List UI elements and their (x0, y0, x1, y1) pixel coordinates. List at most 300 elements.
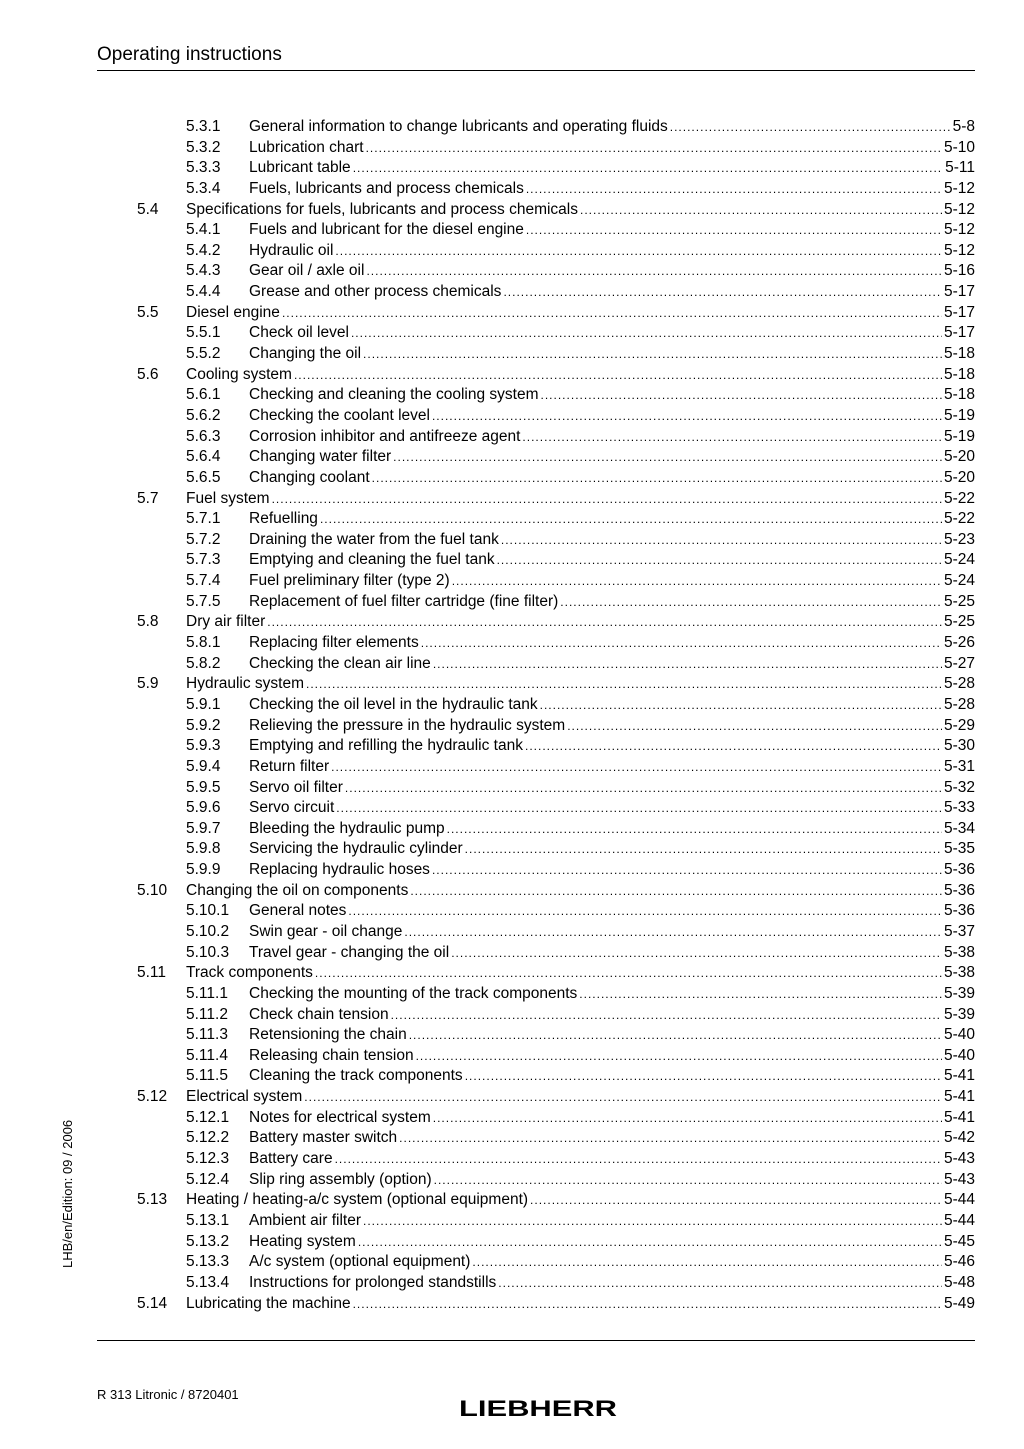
toc-entry-page: 5-17 (943, 283, 975, 301)
toc-entry-line (249, 282, 975, 303)
toc-entry-number: 5.6.2 (186, 406, 221, 424)
toc-entry-number: 5.11 (137, 964, 167, 982)
toc-entry-number: 5.11.1 (186, 984, 228, 1002)
toc-entry-number: 5.8 (137, 613, 159, 631)
toc-entry-page: 5-46 (943, 1253, 975, 1271)
toc-entry-page: 5-16 (943, 262, 975, 280)
toc-entry-number: 5.9.8 (186, 840, 221, 858)
toc-entry[interactable] (0, 282, 1024, 303)
toc-dot-leader (497, 550, 942, 571)
toc-entry[interactable] (0, 530, 1024, 551)
toc-entry[interactable] (0, 984, 1024, 1005)
toc-entry-title: Dry air filter (186, 613, 266, 631)
toc-entry-number: 5.5 (137, 303, 159, 321)
toc-dot-leader (670, 117, 951, 138)
toc-entry-line (249, 778, 975, 799)
toc-entry-page: 5-33 (943, 799, 975, 817)
toc-entry-page: 5-22 (943, 489, 975, 507)
toc-entry-number: 5.13.3 (186, 1253, 230, 1271)
toc-entry-title: Battery master switch (249, 1129, 398, 1147)
toc-entry-page: 5-39 (943, 1005, 975, 1023)
toc-entry-page: 5-39 (943, 984, 975, 1002)
toc-entry[interactable] (0, 1066, 1024, 1087)
toc-entry[interactable] (0, 200, 1024, 221)
toc-entry[interactable] (0, 860, 1024, 881)
toc-entry[interactable] (0, 385, 1024, 406)
toc-dot-leader (335, 1149, 942, 1170)
toc-entry-number: 5.5.1 (186, 324, 221, 342)
toc-entry-page: 5-30 (943, 737, 975, 755)
toc-entry-number: 5.10.3 (186, 943, 230, 961)
toc-entry-title: Heating / heating-a/c system (optional equipment) (186, 1191, 529, 1209)
toc-dot-leader (391, 1005, 942, 1026)
toc-entry-title: Corrosion inhibitor and antifreeze agent (249, 427, 521, 445)
toc-entry-number: 5.4.1 (186, 221, 221, 239)
toc-entry-title: Checking the clean air line (249, 654, 431, 672)
toc-entry-line (249, 1046, 975, 1067)
toc-entry[interactable] (0, 695, 1024, 716)
toc-entry-page: 5-43 (943, 1170, 975, 1188)
toc-dot-leader (336, 798, 942, 819)
toc-entry-title: Checking the oil level in the hydraulic tank (249, 695, 538, 713)
toc-entry-number: 5.3.1 (186, 118, 221, 135)
toc-entry-page: 5-48 (943, 1273, 975, 1291)
toc-entry[interactable] (0, 220, 1024, 241)
toc-entry-line (249, 550, 975, 571)
toc-entry-page: 5-8 (952, 118, 975, 135)
toc-entry-title: Fuels and lubricant for the diesel engine (249, 221, 524, 239)
toc-entry-line (249, 1066, 975, 1087)
toc-dot-leader (530, 1190, 942, 1211)
toc-dot-leader (358, 1232, 942, 1253)
toc-entry-line (249, 344, 975, 365)
toc-entry-title: Changing the oil on components (186, 881, 409, 899)
toc-dot-leader (320, 509, 942, 530)
toc-entry-title: Swin gear - oil change (249, 922, 403, 940)
toc-dot-leader (393, 447, 942, 468)
toc-entry-line (249, 530, 975, 551)
toc-entry[interactable] (0, 509, 1024, 530)
toc-entry[interactable] (0, 674, 1024, 695)
toc-entry-title: Changing water filter (249, 448, 392, 466)
toc-entry-line (249, 757, 975, 778)
toc-entry-title: Battery care (249, 1150, 333, 1168)
toc-dot-leader (525, 736, 942, 757)
toc-dot-leader (432, 860, 942, 881)
toc-dot-leader (363, 344, 942, 365)
toc-entry-page: 5-17 (943, 324, 975, 342)
toc-entry-title: Track components (186, 964, 313, 982)
toc-entry-page: 5-12 (943, 200, 975, 218)
toc-dot-leader (294, 365, 942, 386)
toc-entry-line (249, 654, 975, 675)
toc-entry[interactable] (0, 798, 1024, 819)
toc-entry[interactable] (0, 612, 1024, 633)
toc-entry-title: General notes (249, 902, 347, 920)
toc-dot-leader (306, 674, 942, 695)
toc-entry-page: 5-35 (943, 840, 975, 858)
toc-entry-page: 5-40 (943, 1046, 975, 1064)
liebherr-logo (458, 1397, 618, 1419)
toc-entry-number: 5.6.1 (186, 386, 221, 404)
toc-entry-number: 5.13.1 (186, 1211, 230, 1229)
toc-entry-title: Fuels, lubricants and process chemicals (249, 179, 524, 197)
toc-entry-number: 5.6.3 (186, 427, 221, 445)
toc-entry-page: 5-44 (943, 1211, 975, 1229)
toc-entry-title: Hydraulic system (186, 675, 304, 693)
toc-entry[interactable] (0, 1149, 1024, 1170)
toc-dot-leader (331, 757, 942, 778)
toc-entry-page: 5-19 (943, 427, 975, 445)
toc-dot-leader (363, 1211, 942, 1232)
toc-entry-title: Gear oil / axle oil (249, 262, 365, 280)
toc-entry-number: 5.8.1 (186, 634, 221, 652)
toc-dot-leader (503, 282, 942, 303)
toc-entry-line (249, 261, 975, 282)
toc-entry-page: 5-12 (943, 179, 975, 197)
toc-entry-number: 5.13.2 (186, 1232, 230, 1250)
toc-entry-line (186, 963, 975, 984)
toc-entry-page: 5-19 (943, 406, 975, 424)
toc-entry-line (249, 798, 975, 819)
toc-entry[interactable] (0, 1232, 1024, 1253)
toc-entry-title: Refuelling (249, 510, 318, 528)
toc-entry-title: Return filter (249, 757, 330, 775)
toc-dot-leader (498, 1273, 942, 1294)
toc-entry-title: Checking the mounting of the track components (249, 984, 578, 1002)
toc-entry[interactable] (0, 1252, 1024, 1273)
toc-entry-page: 5-38 (943, 943, 975, 961)
toc-entry-number: 5.9.7 (186, 819, 221, 837)
toc-entry-number: 5.10.2 (186, 922, 230, 940)
toc-entry[interactable] (0, 1273, 1024, 1294)
toc-entry-line (186, 1190, 975, 1211)
toc-dot-leader (433, 1108, 942, 1129)
toc-entry-page: 5-12 (943, 221, 975, 239)
toc-entry-title: Checking and cleaning the cooling system (249, 386, 539, 404)
toc-entry-line (249, 1108, 975, 1129)
toc-entry-number: 5.7.4 (186, 572, 221, 590)
toc-entry-page: 5-38 (943, 964, 975, 982)
toc-dot-leader (404, 922, 942, 943)
toc-entry-line (249, 633, 975, 654)
toc-entry-title: Check oil level (249, 324, 349, 342)
toc-entry-line (249, 571, 975, 592)
toc-entry[interactable] (0, 654, 1024, 675)
toc-entry[interactable] (0, 901, 1024, 922)
toc-dot-leader (267, 612, 942, 633)
toc-entry-page: 5-28 (943, 695, 975, 713)
toc-entry-number: 5.4.4 (186, 283, 221, 301)
footer-model: R 313 Litronic / 8720401 (97, 1387, 239, 1402)
toc-entry-number: 5.6.4 (186, 448, 221, 466)
edition-label: LHB/en/Edition: 09 / 2006 (60, 1119, 75, 1268)
toc-dot-leader (540, 695, 942, 716)
toc-entry-title: Retensioning the chain (249, 1026, 407, 1044)
toc-entry-number: 5.7.1 (186, 510, 221, 528)
toc-entry-line (249, 736, 975, 757)
toc-entry[interactable] (0, 1294, 1024, 1315)
toc-entry-title: Relieving the pressure in the hydraulic system (249, 716, 566, 734)
toc-entry-number: 5.7.3 (186, 551, 221, 569)
toc-entry-number: 5.8.2 (186, 654, 221, 672)
toc-dot-leader (465, 1066, 942, 1087)
toc-entry-page: 5-11 (945, 159, 975, 177)
toc-entry-line (249, 241, 975, 262)
toc-entry[interactable] (0, 406, 1024, 427)
toc-dot-leader (447, 819, 942, 840)
toc-dot-leader (353, 158, 943, 179)
toc-entry-title: Draining the water from the fuel tank (249, 530, 499, 548)
toc-entry-line (249, 984, 975, 1005)
toc-dot-leader (501, 530, 942, 551)
toc-entry[interactable] (0, 489, 1024, 510)
toc-entry-line (186, 881, 975, 902)
toc-entry-page: 5-43 (943, 1150, 975, 1168)
toc-entry-number: 5.9.2 (186, 716, 221, 734)
toc-entry-page: 5-36 (943, 902, 975, 920)
page-header-title: Operating instructions (97, 44, 282, 65)
toc-entry-number: 5.3.4 (186, 179, 221, 197)
toc-entry-page: 5-17 (943, 303, 975, 321)
toc-entry[interactable] (0, 1046, 1024, 1067)
toc-entry-line (249, 860, 975, 881)
toc-entry[interactable] (0, 303, 1024, 324)
toc-entry-number: 5.7.5 (186, 592, 221, 610)
toc-entry-page: 5-44 (943, 1191, 975, 1209)
toc-entry-page: 5-26 (943, 634, 975, 652)
toc-entry[interactable] (0, 881, 1024, 902)
toc-entry-line (249, 406, 975, 427)
toc-entry-page: 5-32 (943, 778, 975, 796)
toc-dot-leader (272, 489, 942, 510)
toc-entry[interactable] (0, 241, 1024, 262)
toc-entry-line (249, 138, 975, 159)
toc-entry-title: Diesel engine (186, 303, 280, 321)
toc-entry-page: 5-25 (943, 613, 975, 631)
toc-entry-number: 5.12.2 (186, 1129, 230, 1147)
toc-entry-number: 5.3.2 (186, 138, 221, 156)
toc-entry[interactable] (0, 839, 1024, 860)
toc-entry-page: 5-34 (943, 819, 975, 837)
toc-entry-page: 5-42 (943, 1129, 975, 1147)
toc-entry-number: 5.7 (137, 489, 159, 507)
toc-entry-title: Lubricant table (249, 159, 351, 177)
toc-entry-title: Fuel system (186, 489, 270, 507)
toc-entry-line (249, 468, 975, 489)
toc-entry-number: 5.9.4 (186, 757, 221, 775)
toc-entry[interactable] (0, 736, 1024, 757)
toc-entry-title: Checking the coolant level (249, 406, 430, 424)
toc-dot-leader (452, 571, 942, 592)
toc-entry-title: Releasing chain tension (249, 1046, 414, 1064)
toc-entry-line (249, 323, 975, 344)
toc-entry-title: A/c system (optional equipment) (249, 1253, 471, 1271)
toc-entry-page: 5-10 (943, 138, 975, 156)
toc-entry-page: 5-20 (943, 448, 975, 466)
toc-entry-line (249, 427, 975, 448)
toc-entry-number: 5.3.3 (186, 159, 221, 177)
toc-dot-leader (351, 323, 942, 344)
toc-entry[interactable] (0, 943, 1024, 964)
toc-dot-leader (465, 839, 942, 860)
toc-entry-line (249, 509, 975, 530)
toc-entry[interactable] (0, 1087, 1024, 1108)
toc-entry[interactable] (0, 778, 1024, 799)
toc-entry-number: 5.4 (137, 200, 159, 218)
toc-entry-number: 5.12.1 (186, 1108, 230, 1126)
toc-entry[interactable] (0, 117, 1024, 138)
toc-entry[interactable] (0, 427, 1024, 448)
toc-entry-number: 5.6 (137, 365, 159, 383)
toc-entry-line (186, 303, 975, 324)
toc-entry-title: Replacing filter elements (249, 634, 419, 652)
toc-entry-line (249, 385, 975, 406)
toc-entry[interactable] (0, 365, 1024, 386)
toc-entry-line (249, 1149, 975, 1170)
toc-entry-number: 5.4.3 (186, 262, 221, 280)
toc-entry-number: 5.5.2 (186, 345, 221, 363)
toc-entry-title: Cooling system (186, 365, 292, 383)
toc-entry[interactable] (0, 819, 1024, 840)
toc-entry-line (186, 1087, 975, 1108)
toc-entry-line (186, 612, 975, 633)
toc-entry-title: Servo oil filter (249, 778, 343, 796)
toc-dot-leader (410, 881, 942, 902)
toc-entry-title: Heating system (249, 1232, 356, 1250)
toc-entry-title: Slip ring assembly (option) (249, 1170, 432, 1188)
toc-entry-page: 5-25 (943, 592, 975, 610)
toc-dot-leader (335, 241, 942, 262)
toc-entry-title: Hydraulic oil (249, 241, 334, 259)
toc-entry-line (249, 819, 975, 840)
toc-entry[interactable] (0, 179, 1024, 200)
toc-dot-leader (451, 943, 942, 964)
toc-entry[interactable] (0, 550, 1024, 571)
toc-entry-page: 5-18 (943, 365, 975, 383)
toc-entry[interactable] (0, 344, 1024, 365)
toc-entry-line (249, 220, 975, 241)
toc-entry[interactable] (0, 1108, 1024, 1129)
toc-entry[interactable] (0, 158, 1024, 179)
toc-entry-page: 5-31 (943, 757, 975, 775)
toc-entry[interactable] (0, 592, 1024, 613)
toc-entry-title: Fuel preliminary filter (type 2) (249, 572, 450, 590)
toc-dot-leader (567, 716, 942, 737)
table-of-contents (0, 117, 1024, 1314)
toc-entry-page: 5-27 (943, 654, 975, 672)
toc-entry-title: Changing coolant (249, 468, 370, 486)
toc-dot-leader (345, 778, 942, 799)
toc-entry-number: 5.11.3 (186, 1026, 228, 1044)
toc-entry-number: 5.12.3 (186, 1150, 230, 1168)
toc-dot-leader (282, 303, 942, 324)
toc-entry-page: 5-29 (943, 716, 975, 734)
toc-entry-line (186, 365, 975, 386)
toc-entry-page: 5-41 (943, 1067, 975, 1085)
toc-dot-leader (434, 1170, 942, 1191)
toc-entry[interactable] (0, 963, 1024, 984)
toc-dot-leader (366, 261, 942, 282)
toc-entry-page: 5-24 (943, 551, 975, 569)
toc-entry[interactable] (0, 447, 1024, 468)
toc-dot-leader (522, 427, 942, 448)
toc-entry-line (249, 901, 975, 922)
toc-entry-page: 5-41 (943, 1108, 975, 1126)
toc-entry[interactable] (0, 757, 1024, 778)
toc-entry-title: Servo circuit (249, 799, 335, 817)
toc-entry-title: Replacement of fuel filter cartridge (fine filter) (249, 592, 559, 610)
toc-entry-page: 5-49 (943, 1294, 975, 1312)
toc-entry-number: 5.9.9 (186, 861, 221, 879)
toc-entry[interactable] (0, 468, 1024, 489)
toc-entry[interactable] (0, 323, 1024, 344)
header-rule (97, 70, 975, 71)
toc-entry[interactable] (0, 571, 1024, 592)
toc-entry-number: 5.12 (137, 1088, 168, 1106)
toc-entry-number: 5.11.2 (186, 1005, 228, 1023)
toc-entry-title: Grease and other process chemicals (249, 283, 502, 301)
toc-entry-page: 5-40 (943, 1026, 975, 1044)
toc-entry[interactable] (0, 716, 1024, 737)
toc-entry-line (249, 1170, 975, 1191)
toc-dot-leader (432, 406, 942, 427)
toc-entry-title: Specifications for fuels, lubricants and process chemicals (186, 200, 578, 218)
toc-entry-page: 5-24 (943, 572, 975, 590)
toc-entry-title: Ambient air filter (249, 1211, 361, 1229)
toc-entry-number: 5.13.4 (186, 1273, 230, 1291)
toc-entry-line (249, 179, 975, 200)
toc-dot-leader (472, 1252, 942, 1273)
toc-entry-title: Emptying and cleaning the fuel tank (249, 551, 495, 569)
toc-dot-leader (580, 200, 942, 221)
toc-entry[interactable] (0, 1211, 1024, 1232)
toc-entry-line (249, 943, 975, 964)
toc-entry-line (249, 592, 975, 613)
toc-entry-line (249, 158, 975, 179)
toc-entry[interactable] (0, 1025, 1024, 1046)
toc-entry-line (186, 1294, 975, 1315)
toc-entry-line (249, 117, 975, 138)
toc-dot-leader (416, 1046, 942, 1067)
toc-entry-title: General information to change lubricants and operating fluids (249, 118, 668, 135)
toc-entry-title: Lubrication chart (249, 138, 364, 156)
toc-entry-title: Changing the oil (249, 345, 362, 363)
toc-entry-number: 5.9.1 (186, 695, 221, 713)
toc-dot-leader (348, 901, 942, 922)
toc-entry-page: 5-37 (943, 922, 975, 940)
toc-entry[interactable] (0, 1170, 1024, 1191)
toc-entry-title: Notes for electrical system (249, 1108, 431, 1126)
toc-entry-line (186, 200, 975, 221)
toc-entry-number: 5.10.1 (186, 902, 230, 920)
toc-entry[interactable] (0, 1128, 1024, 1149)
toc-entry-title: Electrical system (186, 1088, 303, 1106)
toc-entry-number: 5.10 (137, 881, 168, 899)
toc-entry[interactable] (0, 1005, 1024, 1026)
toc-entry-number: 5.9.3 (186, 737, 221, 755)
toc-entry-line (186, 489, 975, 510)
toc-dot-leader (366, 138, 942, 159)
toc-entry[interactable] (0, 261, 1024, 282)
toc-entry-title: Bleeding the hydraulic pump (249, 819, 445, 837)
toc-entry-page: 5-18 (943, 386, 975, 404)
toc-entry[interactable] (0, 922, 1024, 943)
toc-entry-title: Cleaning the track components (249, 1067, 463, 1085)
toc-entry[interactable] (0, 138, 1024, 159)
toc-entry[interactable] (0, 633, 1024, 654)
toc-entry[interactable] (0, 1190, 1024, 1211)
